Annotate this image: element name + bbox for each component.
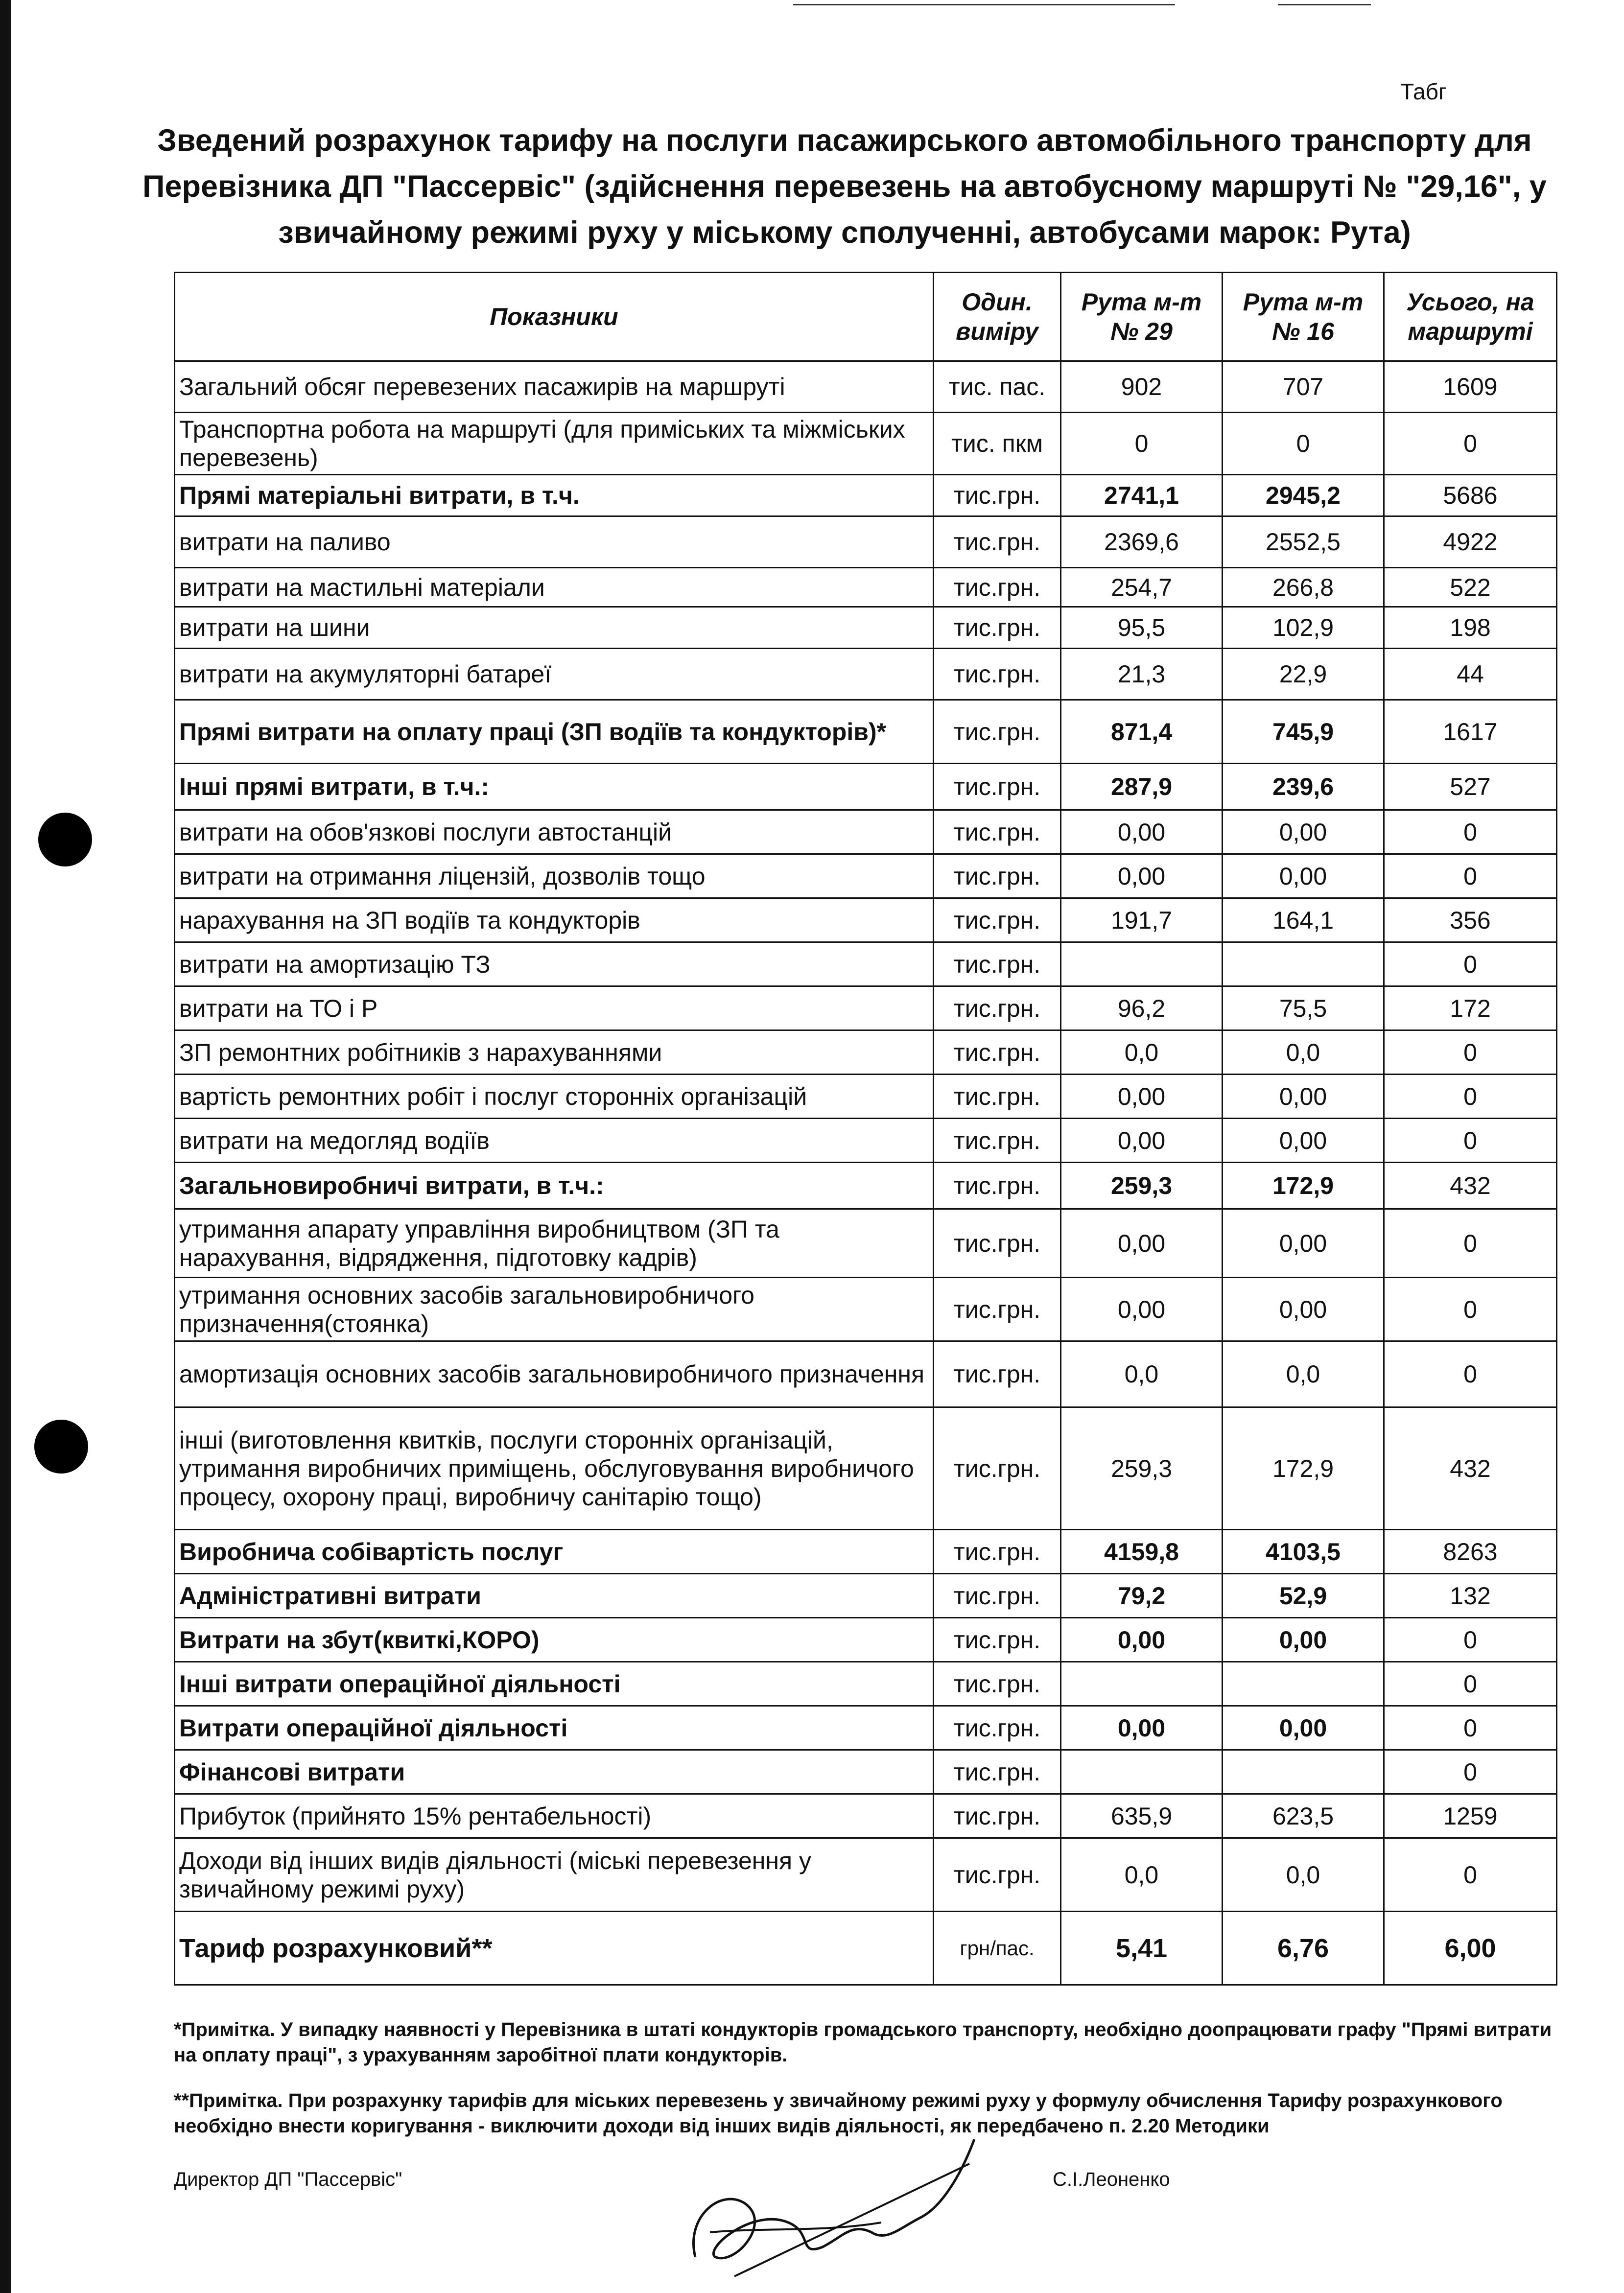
row-value-route-29: 0,00 xyxy=(1061,810,1223,854)
row-value-route-29: 0,00 xyxy=(1061,1278,1223,1341)
row-label: Транспортна робота на маршруті (для приміських та міжміських перевезень) xyxy=(175,413,934,475)
row-unit: тис.грн. xyxy=(934,1209,1061,1278)
footnote-1: *Примітка. У випадку наявності у Перевізника в штаті кондукторів громадського транспорту, необхідно доопрацювати графу "Прямі витрати на оплату праці", з урахуванням заробітної плати кондукторів. xyxy=(174,2019,1552,2066)
row-value-route-16: 0 xyxy=(1223,413,1384,475)
row-value-route-16: 0,00 xyxy=(1223,1278,1384,1341)
row-value-total: 8263 xyxy=(1384,1530,1557,1574)
row-unit: тис.грн. xyxy=(934,1030,1061,1075)
row-value-route-29: 635,9 xyxy=(1061,1794,1223,1838)
row-value-route-29 xyxy=(1061,1662,1223,1706)
row-label: Витрати операційної діяльності xyxy=(175,1706,934,1750)
row-value-total: 527 xyxy=(1384,764,1557,810)
table-row xyxy=(175,516,1557,568)
row-label: амортизація основних засобів загальновиробничого призначення xyxy=(175,1341,934,1407)
row-unit: тис.грн. xyxy=(934,1574,1061,1618)
tariff-unit: грн/пас. xyxy=(934,1912,1061,1985)
row-label: Адміністративні витрати xyxy=(175,1574,934,1618)
row-label: Загальний обсяг перевезених пасажирів на маршруті xyxy=(175,361,934,413)
row-value-total: 0 xyxy=(1384,1750,1557,1794)
row-value-route-29: 287,9 xyxy=(1061,764,1223,810)
row-value-route-29: 259,3 xyxy=(1061,1407,1223,1530)
row-unit: тис.грн. xyxy=(934,898,1061,942)
col-header-unit: Один. виміру xyxy=(934,273,1061,361)
row-value-route-16: 0,00 xyxy=(1223,1075,1384,1119)
row-value-total: 432 xyxy=(1384,1407,1557,1530)
table-header-row xyxy=(175,273,1557,361)
row-value-route-16: 707 xyxy=(1223,361,1384,413)
table-row xyxy=(175,764,1557,810)
row-unit: тис.грн. xyxy=(934,568,1061,607)
row-value-total: 172 xyxy=(1384,986,1557,1030)
row-value-route-16: 239,6 xyxy=(1223,764,1384,810)
tariff-total: 6,00 xyxy=(1384,1912,1557,1985)
row-label: Прибуток (прийнято 15% рентабельності) xyxy=(175,1794,934,1838)
row-value-route-16: 4103,5 xyxy=(1223,1530,1384,1574)
row-value-route-16: 52,9 xyxy=(1223,1574,1384,1618)
row-unit: тис.грн. xyxy=(934,1119,1061,1163)
row-value-total: 0 xyxy=(1384,1662,1557,1706)
table-row xyxy=(175,854,1557,898)
table-row xyxy=(175,1794,1557,1838)
row-value-route-16: 172,9 xyxy=(1223,1407,1384,1530)
row-unit: тис.грн. xyxy=(934,1618,1061,1662)
row-label: витрати на обов'язкові послуги автостанцій xyxy=(175,810,934,854)
top-rule-short xyxy=(1278,4,1371,5)
signatory-name: С.І.Леоненко xyxy=(1053,2169,1170,2190)
row-unit: тис.грн. xyxy=(934,475,1061,516)
row-value-route-16: 0,00 xyxy=(1223,1618,1384,1662)
row-value-total: 0 xyxy=(1384,1278,1557,1341)
scan-edge xyxy=(0,0,11,2293)
punch-hole-bottom xyxy=(34,1420,88,1474)
row-label: Прямі витрати на оплату праці (ЗП водіїв та кондукторів)* xyxy=(175,700,934,764)
row-value-route-29: 254,7 xyxy=(1061,568,1223,607)
row-label: Інші прямі витрати, в т.ч.: xyxy=(175,764,934,810)
row-label: Інші витрати операційної діяльності xyxy=(175,1662,934,1706)
row-value-total: 44 xyxy=(1384,649,1557,700)
row-unit: тис.грн. xyxy=(934,810,1061,854)
row-value-route-29: 0,00 xyxy=(1061,1209,1223,1278)
row-value-route-29: 902 xyxy=(1061,361,1223,413)
row-value-total: 0 xyxy=(1384,1341,1557,1407)
row-value-total: 0 xyxy=(1384,1209,1557,1278)
row-value-route-29: 0,00 xyxy=(1061,1618,1223,1662)
table-row xyxy=(175,1163,1557,1209)
row-label: вартість ремонтних робіт і послуг сторонніх організацій xyxy=(175,1075,934,1119)
table-row xyxy=(175,361,1557,413)
row-unit: тис.грн. xyxy=(934,942,1061,986)
row-label: інші (виготовлення квитків, послуги сторонніх організацій, утримання виробничих приміщень, обслуговування виробничого процесу, охорону праці, виробничу санітарію тощо) xyxy=(175,1407,934,1530)
row-unit: тис. пас. xyxy=(934,361,1061,413)
row-value-route-29: 2369,6 xyxy=(1061,516,1223,568)
row-value-total: 5686 xyxy=(1384,475,1557,516)
corner-label: Табг xyxy=(1400,79,1447,104)
table-row xyxy=(175,1574,1557,1618)
row-value-route-29: 0,0 xyxy=(1061,1030,1223,1075)
row-label: витрати на шини xyxy=(175,607,934,649)
row-label: Витрати на збут(квиткі,КОРО) xyxy=(175,1618,934,1662)
footnote-2: **Примітка. При розрахунку тарифів для міських перевезень у звичайному режимі руху у формулу обчислення Тарифу розрахункового необхідно внести коригування - виключити доходи від інших видів діяльності, як передбачено п. 2.20 Методики xyxy=(174,2090,1503,2137)
tariff-row xyxy=(175,1912,1557,1985)
col-header-indicator: Показники xyxy=(175,273,934,361)
row-value-route-29: 79,2 xyxy=(1061,1574,1223,1618)
row-value-route-16 xyxy=(1223,1662,1384,1706)
row-value-route-29: 0,0 xyxy=(1061,1341,1223,1407)
row-label: Прямі матеріальні витрати, в т.ч. xyxy=(175,475,934,516)
table-body xyxy=(175,361,1557,1912)
row-unit: тис.грн. xyxy=(934,1838,1061,1912)
row-value-route-29: 95,5 xyxy=(1061,607,1223,649)
table-row xyxy=(175,475,1557,516)
row-label: ЗП ремонтних робітників з нарахуваннями xyxy=(175,1030,934,1075)
row-value-route-16: 0,00 xyxy=(1223,1706,1384,1750)
row-label: витрати на ТО і Р xyxy=(175,986,934,1030)
row-value-total: 0 xyxy=(1384,854,1557,898)
row-value-total: 0 xyxy=(1384,1838,1557,1912)
row-value-total: 0 xyxy=(1384,810,1557,854)
row-label: Доходи від інших видів діяльності (міські перевезення у звичайному режимі руху) xyxy=(175,1838,934,1912)
table-row xyxy=(175,1838,1557,1912)
handwritten-signature xyxy=(676,2110,989,2286)
row-unit: тис.грн. xyxy=(934,649,1061,700)
row-value-route-16: 0,00 xyxy=(1223,1119,1384,1163)
row-value-route-29: 191,7 xyxy=(1061,898,1223,942)
table-row xyxy=(175,810,1557,854)
table-row xyxy=(175,898,1557,942)
row-value-route-29: 0,00 xyxy=(1061,1706,1223,1750)
row-value-route-16: 102,9 xyxy=(1223,607,1384,649)
table-row xyxy=(175,1341,1557,1407)
row-value-total: 0 xyxy=(1384,1075,1557,1119)
row-label: витрати на мастильні матеріали xyxy=(175,568,934,607)
row-unit: тис.грн. xyxy=(934,1341,1061,1407)
row-value-total: 432 xyxy=(1384,1163,1557,1209)
row-unit: тис.грн. xyxy=(934,764,1061,810)
row-value-route-16: 0,0 xyxy=(1223,1030,1384,1075)
row-label: витрати на амортизацію ТЗ xyxy=(175,942,934,986)
row-value-route-29: 259,3 xyxy=(1061,1163,1223,1209)
tariff-table xyxy=(174,272,1557,1986)
row-label: Виробнича собівартість послуг xyxy=(175,1530,934,1574)
table-row xyxy=(175,1706,1557,1750)
row-label: витрати на отримання ліцензій, дозволів тощо xyxy=(175,854,934,898)
row-value-route-16: 745,9 xyxy=(1223,700,1384,764)
row-value-route-29: 21,3 xyxy=(1061,649,1223,700)
row-value-total: 0 xyxy=(1384,1706,1557,1750)
tariff-label: Тариф розрахунковий** xyxy=(175,1912,934,1985)
punch-hole-top xyxy=(38,813,92,866)
row-unit: тис.грн. xyxy=(934,1794,1061,1838)
row-value-route-16: 0,00 xyxy=(1223,1209,1384,1278)
row-value-route-16: 75,5 xyxy=(1223,986,1384,1030)
row-value-route-16 xyxy=(1223,942,1384,986)
row-value-total: 522 xyxy=(1384,568,1557,607)
table-row xyxy=(175,607,1557,649)
row-value-route-29: 96,2 xyxy=(1061,986,1223,1030)
row-value-route-16: 164,1 xyxy=(1223,898,1384,942)
table-row xyxy=(175,1530,1557,1574)
row-unit: тис.грн. xyxy=(934,516,1061,568)
table-row xyxy=(175,942,1557,986)
row-value-route-29: 0,00 xyxy=(1061,854,1223,898)
row-value-route-16: 266,8 xyxy=(1223,568,1384,607)
row-value-route-16: 0,0 xyxy=(1223,1838,1384,1912)
row-value-route-16: 623,5 xyxy=(1223,1794,1384,1838)
row-unit: тис.грн. xyxy=(934,1750,1061,1794)
row-value-route-29: 0,0 xyxy=(1061,1838,1223,1912)
row-label: утримання апарату управління виробництвом (ЗП та нарахування, відрядження, підготовку кадрів) xyxy=(175,1209,934,1278)
row-value-total: 1259 xyxy=(1384,1794,1557,1838)
row-value-route-29: 4159,8 xyxy=(1061,1530,1223,1574)
table-row xyxy=(175,1030,1557,1075)
row-value-total: 0 xyxy=(1384,1618,1557,1662)
row-label: витрати на медогляд водіїв xyxy=(175,1119,934,1163)
row-value-route-16: 0,00 xyxy=(1223,854,1384,898)
row-unit: тис.грн. xyxy=(934,700,1061,764)
table-row xyxy=(175,1618,1557,1662)
row-value-route-29 xyxy=(1061,1750,1223,1794)
row-unit: тис.грн. xyxy=(934,1662,1061,1706)
row-value-route-29 xyxy=(1061,942,1223,986)
table-row xyxy=(175,700,1557,764)
row-value-total: 1609 xyxy=(1384,361,1557,413)
table-row xyxy=(175,1278,1557,1341)
col-header-route-16: Рута м-т № 16 xyxy=(1223,273,1384,361)
signatory-position: Директор ДП "Пассервіс" xyxy=(174,2169,402,2190)
row-unit: тис.грн. xyxy=(934,986,1061,1030)
table-row xyxy=(175,1119,1557,1163)
row-value-route-16: 22,9 xyxy=(1223,649,1384,700)
row-unit: тис.грн. xyxy=(934,1407,1061,1530)
table-row xyxy=(175,1662,1557,1706)
row-unit: тис.грн. xyxy=(934,1706,1061,1750)
col-header-total: Усього, на маршруті xyxy=(1384,273,1557,361)
row-value-route-29: 871,4 xyxy=(1061,700,1223,764)
row-value-total: 0 xyxy=(1384,413,1557,475)
table-row xyxy=(175,568,1557,607)
table-row xyxy=(175,1750,1557,1794)
table-row xyxy=(175,649,1557,700)
row-label: витрати на акумуляторні батареї xyxy=(175,649,934,700)
row-label: Фінансові витрати xyxy=(175,1750,934,1794)
row-unit: тис.грн. xyxy=(934,1530,1061,1574)
table-row xyxy=(175,1407,1557,1530)
row-value-route-29: 2741,1 xyxy=(1061,475,1223,516)
row-unit: тис.грн. xyxy=(934,1278,1061,1341)
row-value-route-29: 0,00 xyxy=(1061,1119,1223,1163)
table-row xyxy=(175,1209,1557,1278)
row-value-total: 356 xyxy=(1384,898,1557,942)
row-value-route-16: 2552,5 xyxy=(1223,516,1384,568)
row-unit: тис.грн. xyxy=(934,607,1061,649)
row-value-total: 0 xyxy=(1384,1119,1557,1163)
tariff-route-29: 5,41 xyxy=(1061,1912,1223,1985)
row-unit: тис.грн. xyxy=(934,854,1061,898)
row-unit: тис.грн. xyxy=(934,1163,1061,1209)
row-value-total: 198 xyxy=(1384,607,1557,649)
row-value-route-29: 0 xyxy=(1061,413,1223,475)
row-value-route-16: 172,9 xyxy=(1223,1163,1384,1209)
row-value-total: 4922 xyxy=(1384,516,1557,568)
row-value-route-16: 2945,2 xyxy=(1223,475,1384,516)
row-value-route-29: 0,00 xyxy=(1061,1075,1223,1119)
row-value-total: 1617 xyxy=(1384,700,1557,764)
tariff-route-16: 6,76 xyxy=(1223,1912,1384,1985)
row-label: Загальновиробничі витрати, в т.ч.: xyxy=(175,1163,934,1209)
row-label: витрати на паливо xyxy=(175,516,934,568)
top-rule xyxy=(793,4,1175,5)
row-label: утримання основних засобів загальновиробничого призначення(стоянка) xyxy=(175,1278,934,1341)
row-unit: тис. пкм xyxy=(934,413,1061,475)
table-row xyxy=(175,1075,1557,1119)
row-value-total: 0 xyxy=(1384,942,1557,986)
page-title: Зведений розрахунок тарифу на послуги пасажирського автомобільного транспорту для Перевізника ДП "Пассервіс" (здійснення перевезень на автобусному маршруті № "29,16", у звичайному режимі руху у міському сполученні, автобусами марок: Рута) xyxy=(142,123,1547,250)
row-value-total: 0 xyxy=(1384,1030,1557,1075)
col-header-route-29: Рута м-т № 29 xyxy=(1061,273,1223,361)
row-unit: тис.грн. xyxy=(934,1075,1061,1119)
row-value-route-16: 0,0 xyxy=(1223,1341,1384,1407)
table-row xyxy=(175,413,1557,475)
table-row xyxy=(175,986,1557,1030)
row-value-total: 132 xyxy=(1384,1574,1557,1618)
row-value-route-16: 0,00 xyxy=(1223,810,1384,854)
row-label: нарахування на ЗП водіїв та кондукторів xyxy=(175,898,934,942)
row-value-route-16 xyxy=(1223,1750,1384,1794)
